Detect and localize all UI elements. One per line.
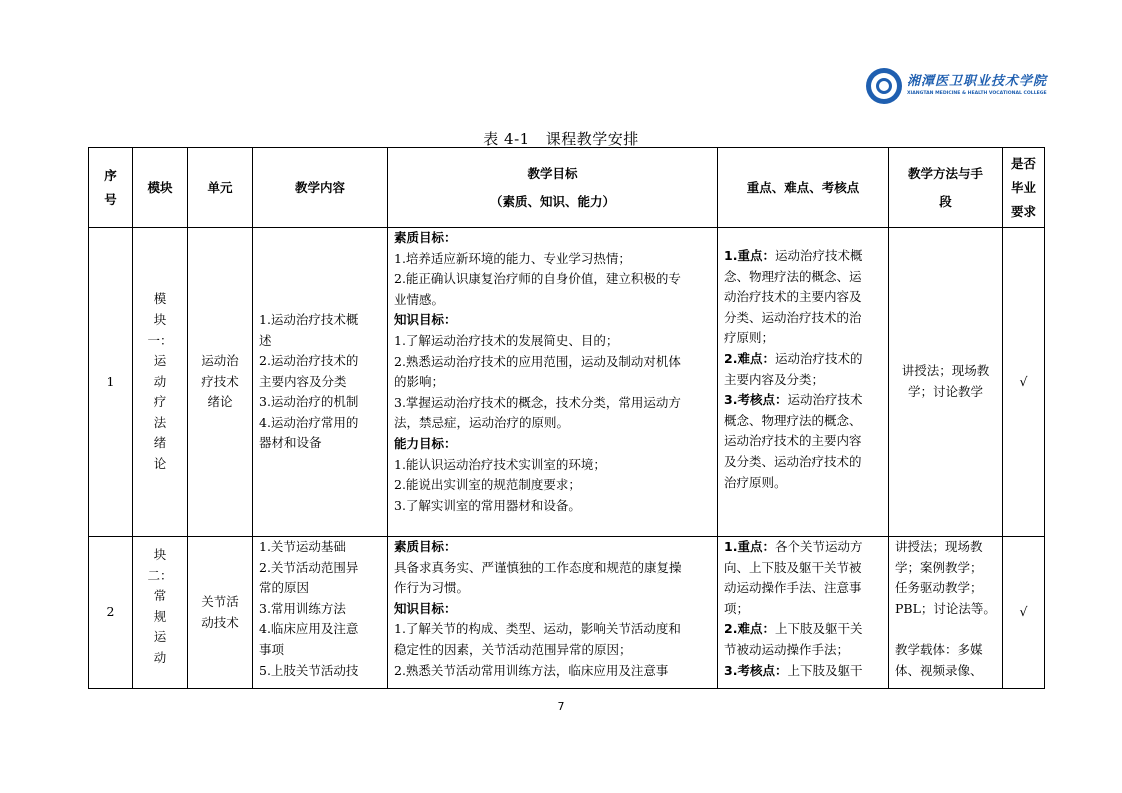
- header-content: 教学内容: [253, 148, 388, 228]
- college-name-en: XIANGTAN MEDICINE & HEALTH VOCATIONAL COLLEGE: [907, 91, 1047, 97]
- table-caption-title: 课程教学安排: [545, 130, 639, 148]
- row-content: 1.运动治疗技术概 述 2.运动治疗技术的 主要内容及分类 3.运动治疗的机制 4.运动治疗常用的 器材和设备: [253, 228, 388, 537]
- college-name-cn: 湘潭医卫职业技术学院: [907, 74, 1048, 90]
- table-header-row: [89, 148, 1045, 228]
- header-methods: 教学方法与手 段: [889, 148, 1003, 228]
- course-schedule-table: [88, 147, 1045, 689]
- table-row: [89, 228, 1045, 537]
- header-seq: 序 号: [89, 148, 133, 228]
- header-keypoints: 重点、难点、考核点: [718, 148, 889, 228]
- table-caption: [0, 128, 1122, 149]
- row-content: 1.关节运动基础 2.关节活动范围异 常的原因 3.常用训练方法 4.临床应用及注意 事项 5.上肢关节活动技: [253, 537, 388, 689]
- row-keypoints: 1.重点：运动治疗技术概 念、物理疗法的概念、运 动治疗技术的主要内容及 分类、运动治疗技术的治 疗原则； 2.难点：运动治疗技术的 主要内容及分类； 3.考核点：运动治疗技术 概念、物理疗法的概念、 运动治疗技术的主要内容 及分类、运动治疗技术的 治疗原则。: [718, 228, 889, 537]
- college-logo-text: [907, 75, 1047, 97]
- row-module: 模 块 一： 运 动 疗 法 绪 论: [133, 228, 188, 537]
- header-required: 是否 毕业 要求: [1003, 148, 1045, 228]
- table-caption-label: 表 4-1: [483, 130, 530, 148]
- row-unit: 运动治 疗技术 绪论: [188, 228, 253, 537]
- college-seal-icon: [866, 68, 902, 104]
- row-goals: 素质目标： 具备求真务实、严谨慎独的工作态度和规范的康复操 作行为习惯。 知识目标： 1.了解关节的构成、类型、运动，影响关节活动度和 稳定性的因素，关节活动范围异常的原因； 2.熟悉关节活动常用训练方法，临床应用及注意事: [388, 537, 718, 689]
- row-goals: 素质目标： 1.培养适应新环境的能力、专业学习热情； 2.能正确认识康复治疗师的自身价值，建立积极的专 业情感。 知识目标： 1.了解运动治疗技术的发展简史、目的； 2.熟悉运动治疗技术的应用范围，运动及制动对机体 的影响； 3.掌握运动治疗技术的概念，技术分类，常用运动方 法，禁忌症，运动治疗的原则。 能力目标： 1.能认识运动治疗技术实训室的环境； 2.能说出实训室的规范制度要求； 3.了解实训室的常用器材和设备。: [388, 228, 718, 537]
- row-seq: 2: [89, 537, 133, 689]
- row-seq: 1: [89, 228, 133, 537]
- header-module: 模块: [133, 148, 188, 228]
- row-methods: 讲授法；现场教 学；案例教学； 任务驱动教学； PBL；讨论法等。 教学载体：多媒 体、视频录像、: [889, 537, 1003, 689]
- header-goals: 教学目标 （素质、知识、能力）: [388, 148, 718, 228]
- header-unit: 单元: [188, 148, 253, 228]
- row-methods: 讲授法；现场教 学；讨论教学: [889, 228, 1003, 537]
- row-unit: 关节活 动技术: [188, 537, 253, 689]
- college-logo: [866, 66, 1048, 106]
- row-required: √: [1003, 537, 1045, 689]
- row-module: 块 二： 常 规 运 动: [133, 537, 188, 689]
- row-keypoints: 1.重点：各个关节运动方 向、上下肢及躯干关节被 动运动操作手法、注意事 项； 2.难点：上下肢及躯干关 节被动运动操作手法； 3.考核点：上下肢及躯干: [718, 537, 889, 689]
- table-row: [89, 537, 1045, 689]
- row-required: √: [1003, 228, 1045, 537]
- page-number: 7: [557, 700, 565, 713]
